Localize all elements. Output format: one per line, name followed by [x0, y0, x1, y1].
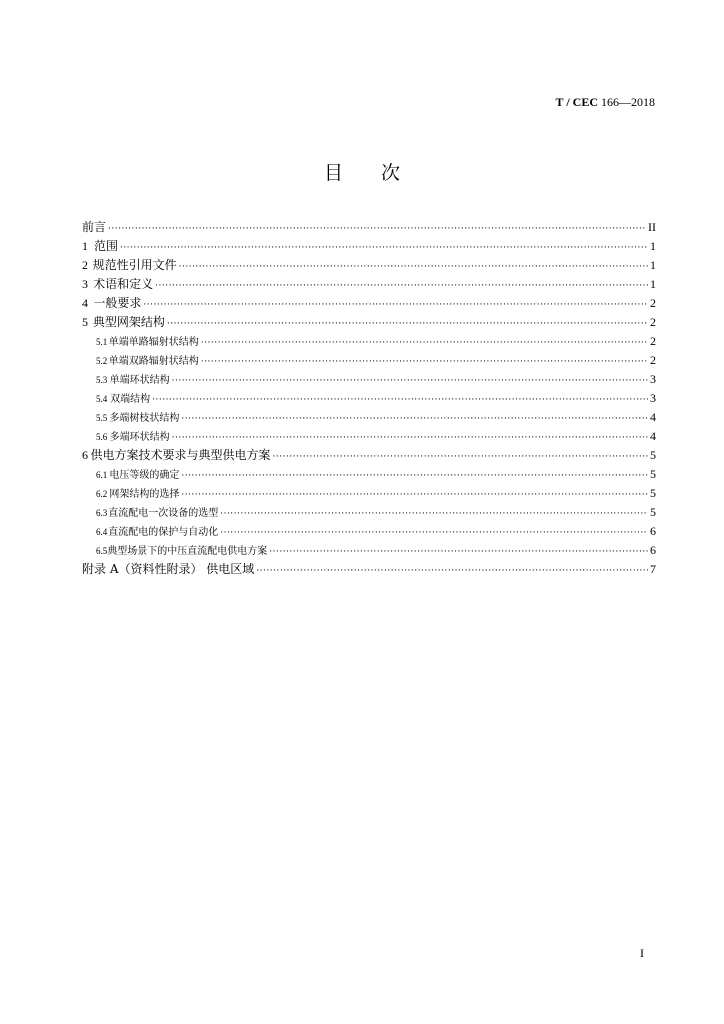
dot-leader	[143, 296, 648, 315]
toc-entry-number: 6.2	[96, 489, 108, 499]
toc-entry-number: 5.6	[96, 432, 108, 442]
toc-entry-label: 供电方案技术要求与典型供电方案	[90, 448, 271, 462]
dot-leader	[181, 467, 648, 486]
toc-entry-label: 一般要求	[93, 296, 142, 310]
toc-entry[interactable]	[82, 294, 656, 313]
dot-leader	[181, 486, 648, 505]
toc-entry[interactable]	[82, 541, 656, 560]
page-number: I	[640, 946, 644, 960]
toc-entry[interactable]	[82, 370, 656, 389]
toc-entry-page: 1	[650, 239, 656, 253]
toc-entry-page: 3	[650, 391, 656, 405]
toc-entry-number: 2	[82, 258, 88, 272]
toc-entry-label: 多端树枝状结构	[109, 413, 180, 424]
toc-entry-page: 4	[650, 410, 656, 424]
toc-entry-page: 2	[650, 353, 656, 367]
dot-leader	[172, 372, 648, 391]
toc-entry-number: 5.1	[96, 337, 108, 347]
toc-entry-label: 规范性引用文件	[92, 258, 177, 272]
toc-entry-number: 5.2	[96, 356, 108, 366]
dot-leader	[220, 505, 648, 524]
page-title	[0, 158, 724, 185]
toc-entry-label: 附录 A（资料性附录） 供电区域	[82, 562, 255, 576]
toc-entry-page: 5	[650, 467, 656, 481]
toc-entry-page: 5	[650, 505, 656, 519]
toc-entry-label: 单端双路辐射状结构	[108, 356, 199, 367]
toc-entry-number: 5.5	[96, 413, 108, 423]
toc-entry-page: 5	[650, 486, 656, 500]
toc-entry-number: 6	[82, 448, 88, 462]
toc-entry[interactable]	[82, 332, 656, 351]
dot-leader	[108, 220, 646, 239]
dot-leader	[269, 543, 648, 562]
toc-entry[interactable]	[82, 389, 656, 408]
toc-entry[interactable]	[82, 446, 656, 465]
standard-prefix: T / CEC	[555, 95, 598, 109]
dot-leader	[256, 562, 648, 581]
toc-entry-page: 6	[650, 543, 656, 557]
dot-leader	[120, 239, 648, 258]
toc-entry-page: 2	[650, 296, 656, 310]
standard-code	[556, 95, 655, 110]
toc-entry[interactable]	[82, 351, 656, 370]
toc-entry-number: 6.4	[96, 527, 108, 537]
toc-entry-page: 6	[650, 524, 656, 538]
dot-leader	[273, 448, 649, 467]
toc-entry[interactable]	[82, 484, 656, 503]
toc-entry-label: 范围	[93, 239, 118, 253]
toc-entry-number: 1	[82, 239, 88, 253]
toc-entry-label: 直流配电一次设备的选型	[108, 508, 219, 519]
toc-entry-label: 单端环状结构	[109, 375, 170, 386]
toc-entry-label: 电压等级的确定	[109, 470, 180, 481]
toc-entry-page: 1	[650, 277, 656, 291]
toc-entry[interactable]	[82, 275, 656, 294]
toc-entry-label: 术语和定义	[93, 277, 154, 291]
toc-entry-number: 5	[82, 315, 88, 329]
toc-entry[interactable]	[82, 560, 656, 579]
toc-entry[interactable]	[82, 522, 656, 541]
toc-entry-number: 4	[82, 296, 88, 310]
toc-entry-page: 1	[650, 258, 656, 272]
toc-entry-label: 网架结构的选择	[109, 489, 180, 500]
toc-entry-label: 前言	[82, 220, 107, 234]
toc-entry-page: 5	[650, 448, 656, 462]
toc-entry-page: 2	[650, 315, 656, 329]
toc-entry-page: II	[648, 220, 656, 234]
toc-entry[interactable]	[82, 237, 656, 256]
dot-leader	[167, 315, 648, 334]
toc-entry[interactable]	[82, 427, 656, 446]
toc-entry-label: 多端环状结构	[109, 432, 170, 443]
toc-entry[interactable]	[82, 408, 656, 427]
toc-entry[interactable]	[82, 503, 656, 522]
title-char-2: 次	[381, 162, 439, 184]
dot-leader	[155, 277, 648, 296]
dot-leader	[181, 410, 648, 429]
toc-entry-label: 直流配电的保护与自动化	[108, 527, 219, 538]
toc-entry-label: 典型网架结构	[92, 315, 165, 329]
dot-leader	[201, 334, 648, 353]
toc-entry-page: 2	[650, 334, 656, 348]
dot-leader	[152, 391, 648, 410]
toc-entry[interactable]	[82, 218, 656, 237]
dot-leader	[201, 353, 648, 372]
toc-entry-number: 3	[82, 277, 88, 291]
toc-entry[interactable]	[82, 465, 656, 484]
toc-entry-number: 6.1	[96, 470, 108, 480]
toc-entry-number: 6.5	[96, 546, 108, 556]
toc-entry[interactable]	[82, 256, 656, 275]
table-of-contents	[82, 218, 656, 579]
toc-entry-page: 3	[650, 372, 656, 386]
toc-entry-number: 6.3	[96, 508, 108, 518]
toc-entry-number: 5.3	[96, 375, 108, 385]
toc-entry-number: 5.4	[96, 394, 108, 404]
toc-entry-page: 7	[650, 562, 656, 576]
title-char-1: 目	[323, 162, 381, 184]
toc-entry-label: 双端结构	[110, 394, 151, 405]
toc-entry-label: 单端单路辐射状结构	[108, 337, 199, 348]
dot-leader	[220, 524, 648, 543]
toc-entry-page: 4	[650, 429, 656, 443]
toc-entry[interactable]	[82, 313, 656, 332]
toc-entry-label: 典型场景下的中压直流配电供电方案	[107, 546, 268, 557]
dot-leader	[179, 258, 648, 277]
standard-number: 166—2018	[601, 95, 655, 109]
